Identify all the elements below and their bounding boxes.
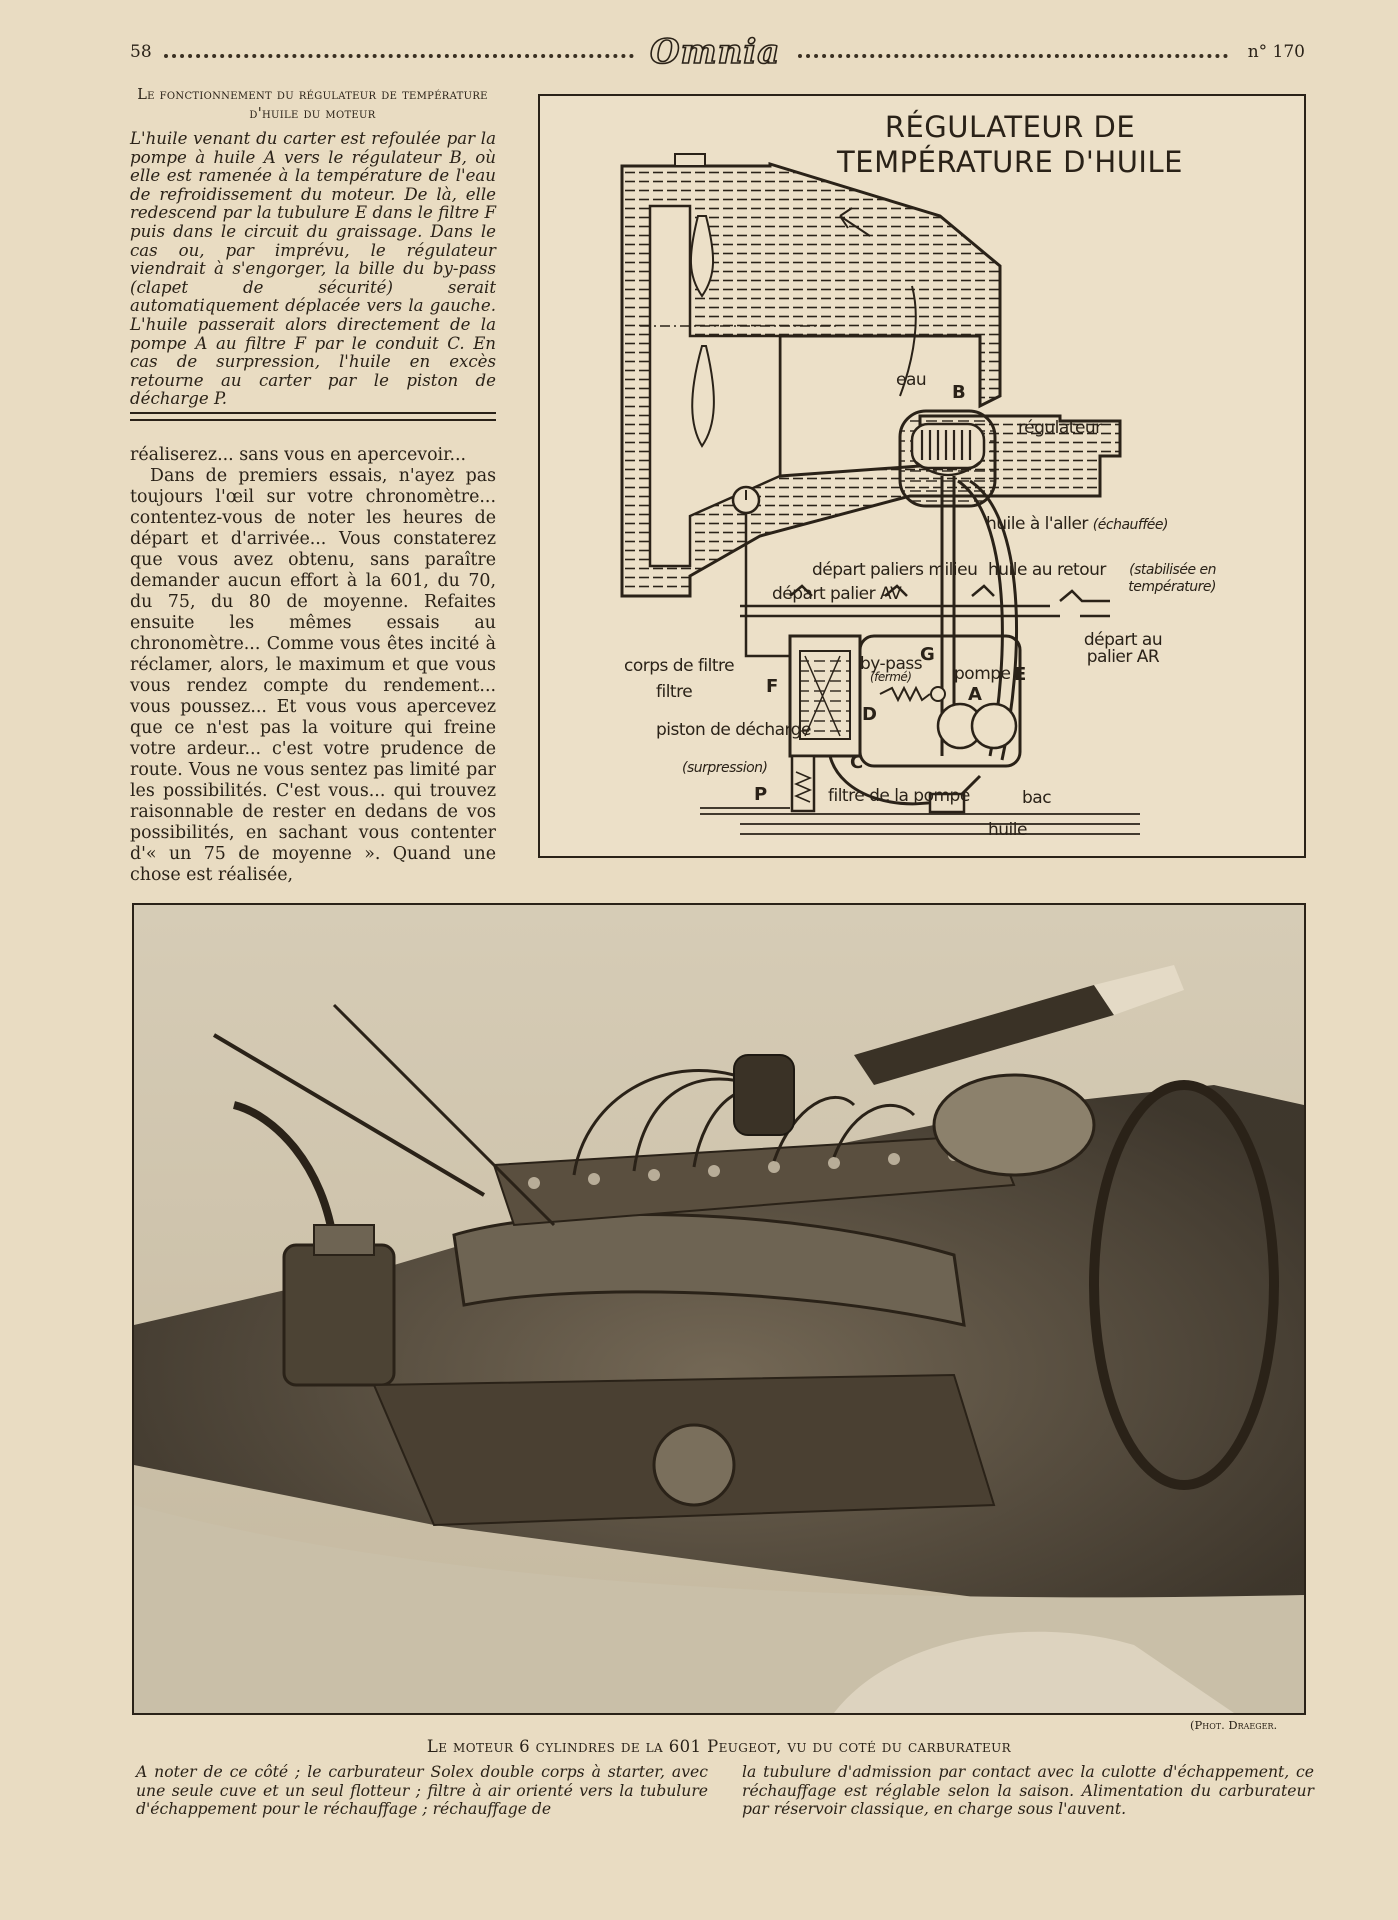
label-regulateur: régulateur bbox=[1018, 418, 1102, 438]
label-filtre: filtre bbox=[656, 682, 693, 702]
label-huile-retour: huile au retour bbox=[988, 560, 1106, 580]
label-corps-de-filtre: corps de filtre bbox=[624, 656, 735, 676]
engine-photo-illustration bbox=[134, 905, 1304, 1713]
label-d: D bbox=[862, 704, 877, 725]
caption-title: Le moteur 6 cylindres de la 601 Peugeot, vu du coté du carburateur bbox=[426, 1737, 1012, 1756]
label-c: C bbox=[850, 752, 863, 773]
label-huile-retour-note: (stabilisée en température) bbox=[1128, 562, 1216, 595]
journal-title: Omnia bbox=[650, 32, 781, 72]
caption-text-right: la tubulure d'admission par contact avec la culotte d'échappement, ce réchauffage est réglable selon la saison. Alimentation du carburateur par réservoir classique, en charge sous l'auvent. bbox=[742, 1763, 1314, 1818]
photo-credit: (Phot. Draeger. bbox=[1190, 1718, 1278, 1732]
oil-regulator-diagram bbox=[538, 94, 1306, 858]
label-f: F bbox=[766, 676, 778, 697]
label-pompe: pompe bbox=[954, 664, 1011, 684]
article-body bbox=[130, 445, 496, 886]
label-bac: bac bbox=[1022, 788, 1052, 808]
label-bypass: by-pass bbox=[860, 654, 923, 674]
sidebar-paragraph: L'huile venant du carter est refoulée par la pompe à huile A vers le régulateur B, où elle est ramenée à la température de l'eau de refroidissement du moteur. De là, elle redescend par la tubulure E dans le filtre F puis dans le circuit du graissage. Dans le cas ou, par imprévu, le régulateur viendrait à s'engorger, la bille du by-pass (clapet de sécurité) serait automatiquement déplacée vers la gauche. L'huile passerait alors directement de la pompe A au filtre F par le conduit C. En cas de surpression, l'huile en excès retourne au carter par le piston de décharge P. bbox=[130, 129, 496, 409]
label-eau: eau bbox=[896, 370, 927, 390]
label-depart-palier-ar: départ au palier AR bbox=[1083, 630, 1163, 667]
label-depart-palier-av: départ palier AV bbox=[772, 584, 902, 604]
body-paragraph: Dans de premiers essais, n'ayez pas toujours l'œil sur votre chronomètre... contentez-vous de noter les heures de départ et d'arrivée... Vous constaterez que vous avez obtenu, sans paraître demander aucun effort à la 601, du 70, du 75, du 80 de moyenne. Refaites ensuite les mêmes essais au chronomètre... Comme vous êtes incité à réclamer, alors, le maximum et que vous vous rendez compte du rendement... vous poussez... Et vous vous apercevez que ce n'est pas la voiture qui freine votre ardeur... c'est votre prudence de route. Vous ne vous sentez pas limité par les possibilités. C'est vous... qui trouvez raisonnable de rester en dedans de vos possibilités, en sachant vous contenter d'« un 75 de moyenne ». Quand une chose est réalisée, bbox=[130, 466, 496, 885]
label-g: G bbox=[920, 644, 935, 665]
section-divider bbox=[130, 412, 496, 421]
label-e: E bbox=[1014, 664, 1026, 685]
engine-photograph bbox=[132, 903, 1306, 1715]
label-huile: huile bbox=[988, 820, 1027, 840]
label-p: P bbox=[754, 784, 767, 805]
label-piston-de-decharge-1: piston de décharge bbox=[656, 720, 811, 740]
label-huile-aller: huile à l'aller (échauffée) bbox=[986, 514, 1168, 534]
sidebar-heading: Le fonctionnement du régulateur de température d'huile du moteur bbox=[137, 87, 488, 122]
body-paragraph: réaliserez... sans vous en apercevoir... bbox=[130, 445, 467, 465]
caption-text-left: A noter de ce côté ; le carburateur Solex double corps à starter, avec une seule cuve et un seul flotteur ; filtre à air orienté vers la tubulure d'échappement pour le réchauffage ; réchauffage de bbox=[136, 1763, 708, 1818]
label-filtre-de-la-pompe: filtre de la pompe bbox=[828, 786, 970, 806]
header-dotted-rule-left bbox=[164, 54, 634, 58]
label-b: B bbox=[952, 382, 966, 403]
diagram-drawing bbox=[540, 96, 1303, 855]
diagram-title: RÉGULATEUR DE TEMPÉRATURE D'HUILE bbox=[837, 110, 1183, 179]
label-a: A bbox=[968, 684, 982, 705]
page-header bbox=[130, 32, 1305, 72]
pump-gear-2 bbox=[972, 704, 1016, 748]
label-surpression: (surpression) bbox=[682, 760, 768, 776]
bypass-spring bbox=[880, 688, 930, 700]
label-bypass-note: (fermé) bbox=[870, 670, 912, 684]
issue-number: n° 170 bbox=[1247, 42, 1305, 62]
header-dotted-rule-right bbox=[798, 54, 1228, 58]
label-depart-paliers-milieu: départ paliers milieu bbox=[812, 560, 978, 580]
page-number: 58 bbox=[130, 42, 152, 62]
